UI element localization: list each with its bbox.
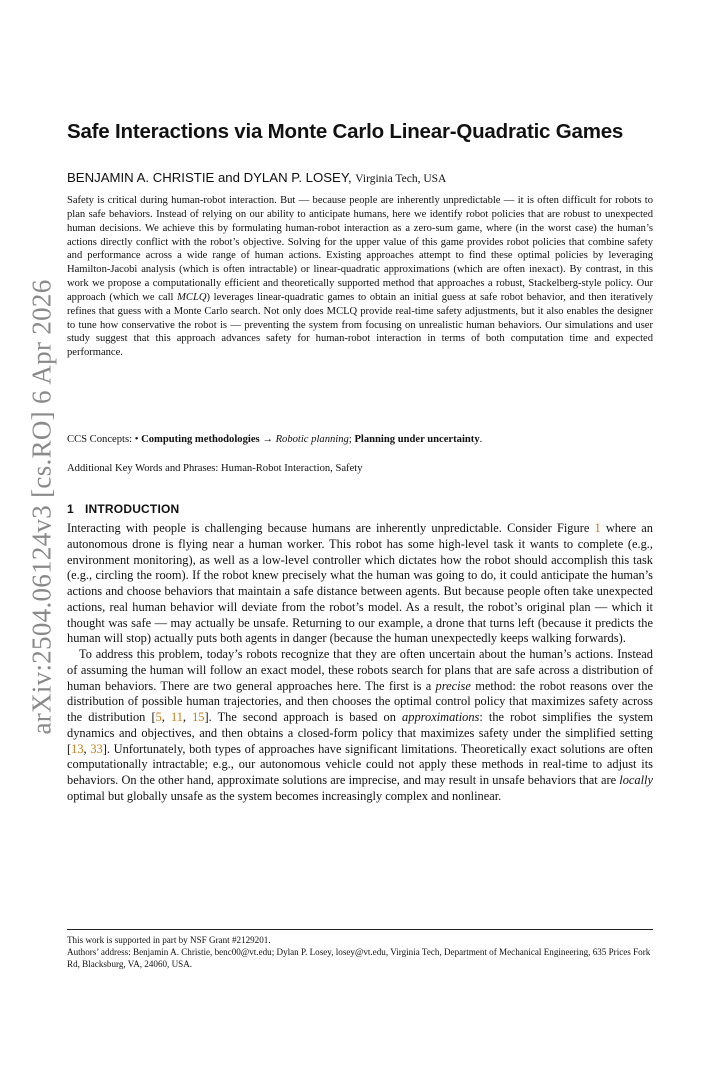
footnote-rule bbox=[67, 929, 653, 930]
intro-text: : the robot simplifies the system dynamics and objectives, and then obtains a closed-form policy that maximizes safety under the simplified setting [ bbox=[67, 710, 653, 756]
ccs-arrow: → bbox=[259, 434, 276, 445]
ccs-concept-1-sub: Robotic planning bbox=[275, 434, 349, 445]
intro-text: optimal but globally unsafe as the system becomes increasingly complex and nonlinear. bbox=[67, 788, 502, 803]
figure-ref-link[interactable]: 1 bbox=[594, 521, 601, 535]
intro-text: method: the robot reasons over the distribution of possible human trajectories, and then chooses the optimal control policy that maximizes safety across the distribution [ bbox=[67, 678, 653, 724]
ccs-end: . bbox=[479, 434, 483, 445]
intro-text: To address this problem, today’s robots recognize that they are often uncertain about the human’s actions. Instead of assuming the human will follow an exact model, these robots search for plans that are safe across a distribution of human behaviors. There are two general approaches here. The first is a bbox=[67, 647, 653, 693]
ccs-label: CCS Concepts: • bbox=[67, 434, 139, 445]
section-number: 1 bbox=[67, 502, 74, 516]
arxiv-sidebar-stamp bbox=[22, 279, 62, 735]
intro-paragraph-2 bbox=[67, 647, 653, 805]
ccs-separator: ; bbox=[348, 434, 355, 445]
citation-separator: , bbox=[161, 710, 171, 724]
emphasis-text: locally bbox=[619, 773, 653, 787]
footnote-support: This work is supported in part by NSF Grant #2129201. bbox=[67, 935, 271, 945]
ccs-concepts bbox=[67, 434, 482, 445]
paper-title: Safe Interactions via Monte Carlo Linear-Quadratic Games bbox=[67, 120, 624, 143]
footnote bbox=[67, 934, 653, 971]
citation-separator: , bbox=[83, 741, 91, 756]
ccs-concept-1: Computing methodologies bbox=[141, 434, 260, 445]
introduction-body bbox=[67, 521, 653, 805]
citation-link[interactable]: 13 bbox=[71, 741, 84, 756]
citation-separator: , bbox=[182, 710, 193, 724]
section-title: INTRODUCTION bbox=[85, 502, 180, 516]
author-affiliation: Virginia Tech, USA bbox=[355, 173, 447, 185]
abstract bbox=[67, 194, 653, 360]
method-name: MCLQ bbox=[177, 291, 207, 303]
citation-link[interactable]: 11 bbox=[170, 710, 183, 724]
intro-text: ]. The second approach is based on bbox=[204, 710, 403, 724]
keywords: Additional Key Words and Phrases: Human-Robot Interaction, Safety bbox=[67, 463, 363, 474]
abstract-text: Safety is critical during human-robot interaction. But — because people are inherently unpredictable — it is often difficult for robots to plan safe behaviors. Instead of relying on our ability to anticipate humans, here we identify robot policies that are robust to unexpected human decisions. We achieve this by formulating human-robot interaction as a zero-sum game, where (in the worst case) the human’s actions directly conflict with the robot’s objective. Solving for the upper value of this game provides robot policies that combine safety and performance across a wide range of human actions. Existing approaches attempt to find these optimal policies by leveraging Hamilton-Jacobi analysis (which is often intractable) or linear-quadratic approximations (which are often inexact). By contrast, in this work we propose a computationally efficient and theoretically supported method that approaches a robust, Stackelberg-style policy. Our approach (which we call MCLQ) leverages linear-quadratic games to obtain an initial guess at safe robot behavior, and then iteratively refines that guess with a Monte Carlo search. Not only does MCLQ provide real-time safety adjustments, but it also enables the designer to tune how conservative the robot is — preventing the system from focusing on unrealistic human behaviors. Our simulations and user study suggest that this approach advances safety for human-robot interaction in terms of both computation time and expected performance. bbox=[67, 195, 653, 359]
citation-link[interactable]: 15 bbox=[192, 710, 205, 724]
intro-paragraph-1 bbox=[67, 521, 653, 647]
arxiv-id: arXiv:2504.06124v3 [cs.RO] 6 Apr 2026 bbox=[26, 279, 57, 735]
citation-link[interactable]: 33 bbox=[90, 741, 103, 756]
emphasis-text: approximations bbox=[402, 710, 480, 724]
footnote-address: Authors’ address: Benjamin A. Christie, benc00@vt.edu; Dylan P. Losey, losey@vt.edu, Virginia Tech, Department of Mechanical Engineering, 635 Prices Fork Rd, Blacksburg, VA, 24060, USA. bbox=[67, 947, 651, 970]
author-names: BENJAMIN A. CHRISTIE and DYLAN P. LOSEY, bbox=[67, 170, 352, 185]
emphasis-text: precise bbox=[435, 678, 471, 693]
ccs-concept-2: Planning under uncertainty bbox=[354, 434, 480, 445]
intro-text: where an autonomous drone is flying near a human worker. This robot has some high-level task it wants to complete (e.g., environment monitoring), as well as a low-level controller which dictates how the robot should accomplish this task (e.g., circling the room). If the robot knew precisely what the human was going to do, it could anticipate the human’s actions and choose behaviors that maintain a safe distance between agents. But because people often take unexpected actions, real human behavior will deviate from the robot’s model. As a result, the robot’s original plan — which it thought was safe — may actually be unsafe. Returning to our example, a drone that turns left (because it predicts the human will stop) actually puts both agents in danger (because the human unexpectedly keeps walking forwards). bbox=[67, 521, 653, 646]
section-heading bbox=[67, 502, 179, 516]
intro-text: ]. Unfortunately, both types of approaches have significant limitations. Theoretically exact solutions are often computationally intractable; e.g., our autonomous vehicle could not apply these methods in real-time to adjust its behaviors. On the other hand, approximate solutions are imprecise, and may result in unsafe behaviors that are bbox=[67, 741, 653, 787]
intro-text: Interacting with people is challenging because humans are inherently unpredictable. Consider Figure bbox=[67, 521, 595, 535]
author-line bbox=[67, 170, 446, 185]
citation-link[interactable]: 5 bbox=[155, 710, 162, 724]
